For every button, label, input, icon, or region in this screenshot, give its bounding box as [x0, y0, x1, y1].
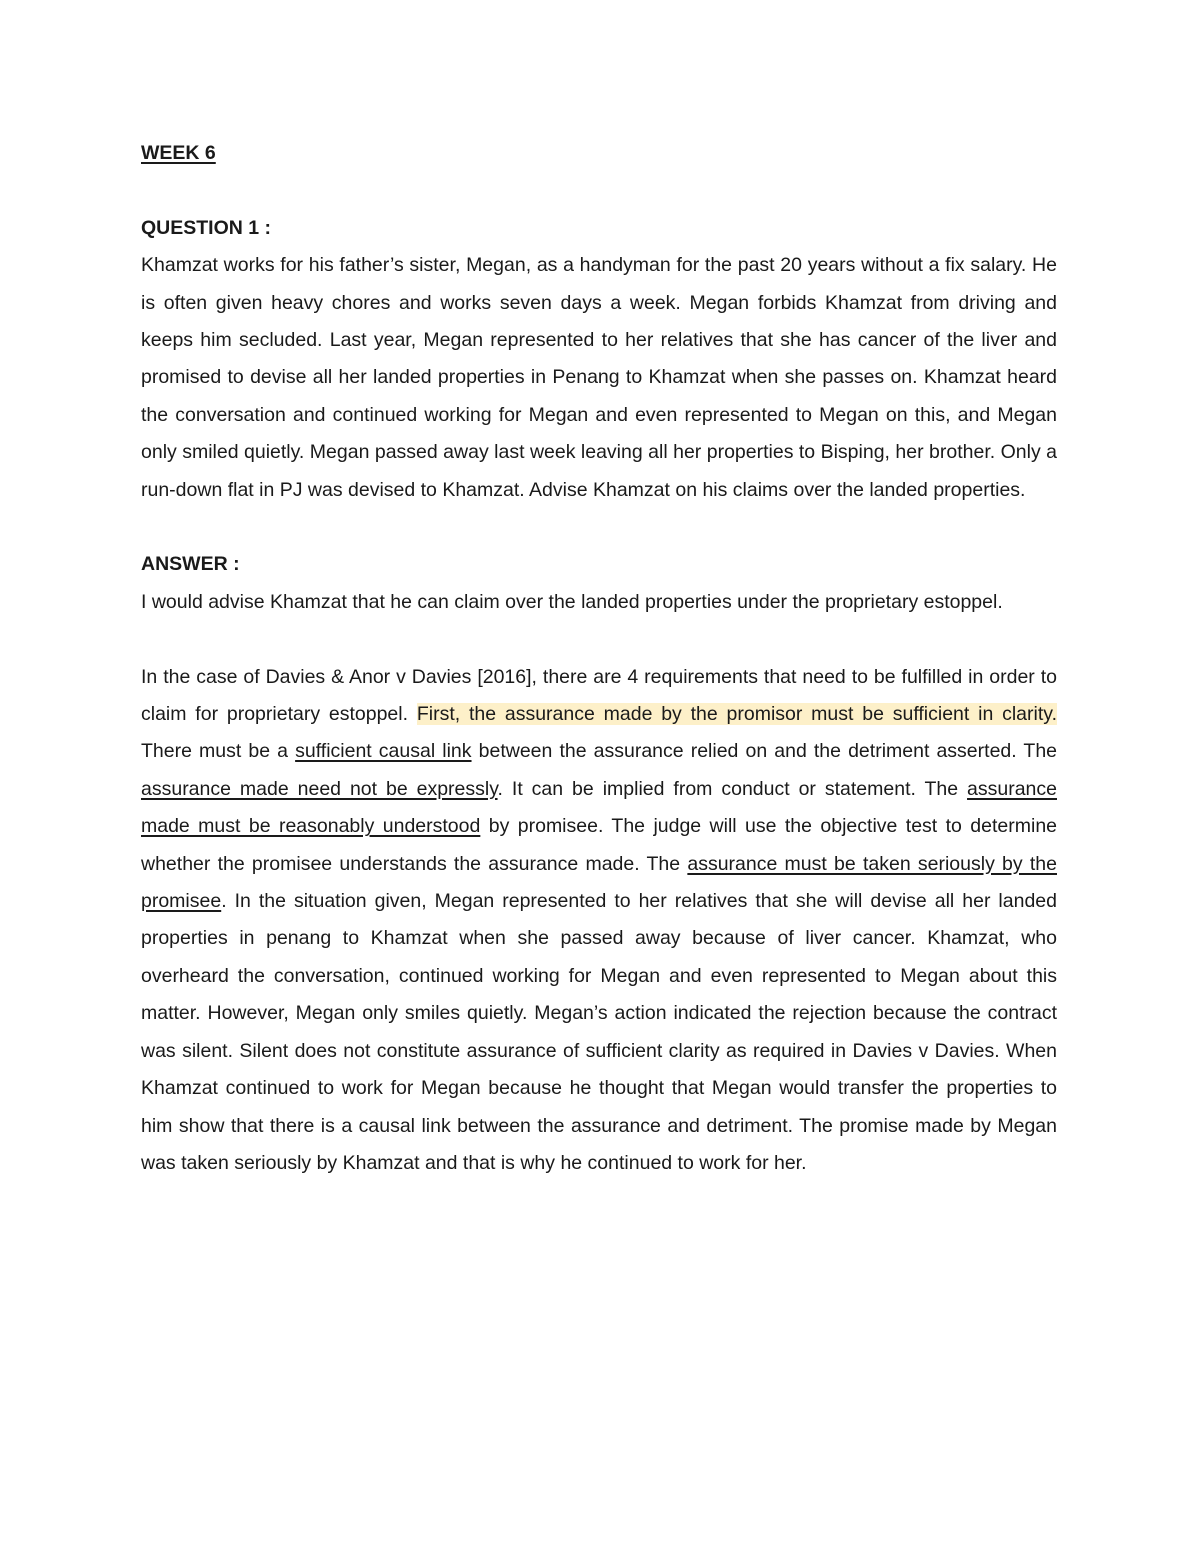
- spacer: [141, 509, 1057, 546]
- underlined-not-expressly: assurance made need not be expressly: [141, 777, 498, 800]
- answer-text: . It can be implied from conduct or statement. The: [497, 777, 968, 800]
- week-title: WEEK 6: [141, 142, 216, 164]
- highlighted-requirement: First, the assurance made by the promisor must be sufficient in clarity.: [416, 703, 1057, 726]
- answer-body: [141, 659, 1057, 1183]
- spacer: [141, 172, 1057, 209]
- question-heading: QUESTION 1 :: [141, 216, 272, 239]
- underlined-reasonably-understood: assurance made must be reasonably understood: [141, 777, 1057, 838]
- answer-text: between the assurance relied on and the detriment asserted. The: [471, 740, 1058, 763]
- answer-text: There must be a: [141, 740, 296, 763]
- answer-intro: I would advise Khamzat that he can claim over the landed properties under the proprietary estoppel.: [141, 590, 1003, 613]
- underlined-causal-link: sufficient causal link: [295, 740, 472, 763]
- answer-text: In the case of Davies & Anor v Davies [2016], there are 4 requirements that need to be fulfilled in order to claim for proprietary estoppel.: [141, 665, 1057, 726]
- document-page: [141, 135, 1057, 1182]
- underlined-taken-seriously: assurance must be taken seriously by the promisee: [141, 852, 1057, 913]
- answer-heading: ANSWER :: [141, 553, 240, 576]
- answer-text: by promisee. The judge will use the objective test to determine whether the promisee understands the assurance made. The: [141, 815, 1058, 875]
- answer-text: . In the situation given, Megan represented to her relatives that she will devise all her landed properties in penang to Khamzat when she passed away because of liver cancer. Khamzat, who overheard the conversation, continued working for Megan and even represented to Megan about this matter. However, Megan only smiles quietly. Megan’s action indicated the rejection because the contract was silent. Silent does not constitute assurance of sufficient clarity as required in Davies v Davies. When Khamzat continued to work for Megan because he thought that Megan would transfer the properties to him show that there is a causal link between the assurance and detriment. The promise made by Megan was taken seriously by Khamzat and that is why he continued to work for her.: [141, 890, 1057, 1174]
- spacer: [141, 621, 1057, 658]
- question-text: Khamzat works for his father’s sister, Megan, as a handyman for the past 20 years without a fix salary. He is often given heavy chores and works seven days a week. Megan forbids Khamzat from driving and keeps him secluded. Last year, Megan represented to her relatives that she has cancer of the liver and promised to devise all her landed properties in Penang to Khamzat when she passes on. Khamzat heard the conversation and continued working for Megan and even represented to Megan on this, and Megan only smiled quietly. Megan passed away last week leaving all her properties to Bisping, her brother. Only a run-down flat in PJ was devised to Khamzat. Advise Khamzat on his claims over the landed properties.: [141, 254, 1057, 501]
